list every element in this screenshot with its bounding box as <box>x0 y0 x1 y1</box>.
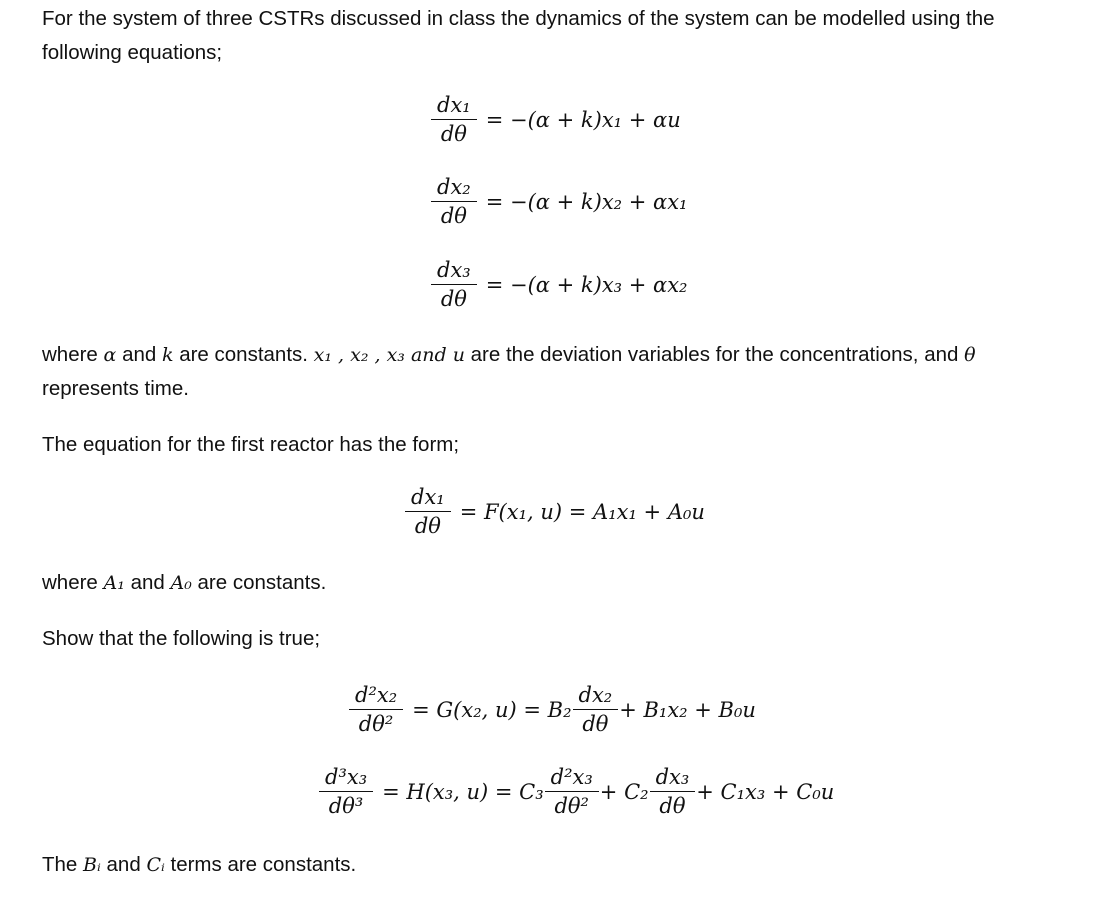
Ci-symbol: Cᵢ <box>146 854 165 876</box>
intro-line-2: following equations; <box>42 41 223 64</box>
eq3-rhs: = −(α + k)x₃ + αx₂ <box>485 272 688 297</box>
equation-1 <box>430 94 681 145</box>
alpha-symbol: α <box>103 344 117 366</box>
first-reactor-derivative <box>408 486 448 537</box>
eq1-numerator: dx₁ <box>437 93 471 117</box>
eqG-mid: = G(x₂, u) = B₂ <box>412 697 572 722</box>
eq2-denominator: dθ <box>431 201 477 227</box>
final-line: The Bᵢ and Cᵢ terms are constants. <box>42 853 357 876</box>
eqH-mid2: + C₂ <box>599 779 649 804</box>
eqH-first-derivative: $\frac{\text{dx₃}}{d\theta}$ <box>653 766 693 817</box>
eq2-rhs: = −(α + k)x₂ + αx₁ <box>485 189 688 214</box>
variables-symbols: x₁ , x₂ , x₃ and u <box>313 344 465 366</box>
fr-numerator: dx₁ <box>411 485 445 509</box>
equation-H <box>318 766 834 817</box>
equation-3-derivative <box>434 259 474 310</box>
eq3-numerator: dx₃ <box>437 258 471 282</box>
eq3-denominator: dθ <box>431 284 477 310</box>
eqH-lhs-derivative: $\frac{\text{d³x₃}}{\text{dθ³}}$ <box>322 766 370 817</box>
k-symbol: k <box>161 344 174 366</box>
eqG-lhs-derivative: $\frac{\text{d²x₂}}{\text{dθ²}}$ <box>352 684 400 735</box>
eqG-first-derivative: $\frac{\text{dx₂}}{d\theta}$ <box>576 684 616 735</box>
equation-2-derivative <box>434 176 474 227</box>
equation-1-derivative <box>434 94 474 145</box>
fr-denominator: dθ <box>405 511 451 537</box>
eq2-numerator: dx₂ <box>437 175 471 199</box>
fr-rhs: = F(x₁, u) = A₁x₁ + A₀u <box>459 499 705 524</box>
eqG-tail: + B₁x₂ + B₀u <box>619 697 756 722</box>
Bi-symbol: Bᵢ <box>83 854 101 876</box>
where-constants-line-1: where α and k are constants. x₁ , x₂ , x₃ and u are the deviation variables for the concentrations, and θ <box>42 343 976 366</box>
where-constants-line-2: represents time. <box>42 377 189 400</box>
eq1-denominator: dθ <box>431 119 477 145</box>
show-text: Show that the following is true; <box>42 627 321 650</box>
A0-symbol: A₀ <box>170 572 192 594</box>
equation-G <box>348 684 756 735</box>
theta-symbol: θ <box>964 344 976 366</box>
equation-3 <box>430 259 687 310</box>
equation-2 <box>430 176 687 227</box>
A1-symbol: A₁ <box>103 572 125 594</box>
first-reactor-equation <box>404 486 705 537</box>
eqH-mid: = H(x₃, u) = C₃ <box>382 779 544 804</box>
first-reactor-text: The equation for the first reactor has the form; <box>42 433 460 456</box>
intro-line-1: For the system of three CSTRs discussed in class the dynamics of the system can be modelled using the <box>42 7 995 30</box>
eqH-tail: + C₁x₃ + C₀u <box>696 779 835 804</box>
where-A-constants: where A₁ and A₀ are constants. <box>42 571 327 594</box>
eqH-second-derivative: $\frac{\text{d²x₃}}{\text{dθ²}}$ <box>548 766 596 817</box>
eq1-rhs: = −(α + k)x₁ + αu <box>485 107 681 132</box>
